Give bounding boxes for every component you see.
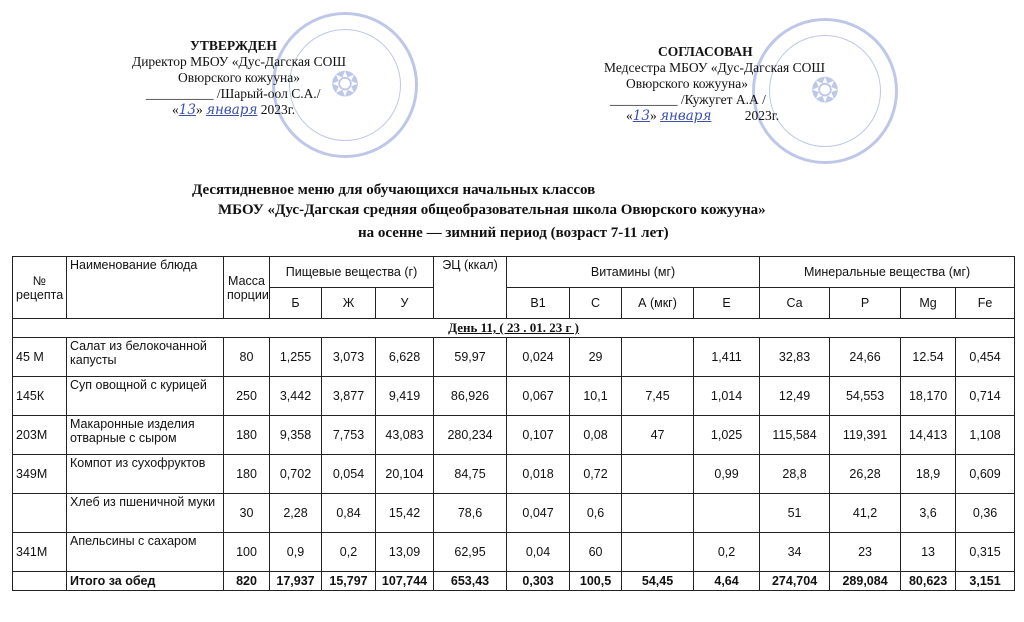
col-b-header: Б — [270, 288, 322, 319]
ec-cell: 84,75 — [434, 455, 507, 494]
recipe-cell: 45 М — [13, 338, 67, 377]
mg-cell: 14,413 — [901, 416, 956, 455]
fe-cell: 3,151 — [956, 572, 1015, 591]
a-cell — [622, 494, 694, 533]
u-cell: 13,09 — [376, 533, 434, 572]
dish-name-cell: Хлеб из пшеничной муки — [67, 494, 224, 533]
date-day: 13 — [632, 108, 650, 124]
approval-left-signature: __________ /Шарый-оол С.А./ — [146, 86, 321, 101]
ec-cell: 59,97 — [434, 338, 507, 377]
recipe-cell — [13, 494, 67, 533]
ca-cell: 51 — [760, 494, 830, 533]
table-row — [13, 416, 1015, 455]
header-row — [13, 257, 1015, 288]
zh-cell: 3,073 — [322, 338, 376, 377]
ec-cell: 280,234 — [434, 416, 507, 455]
menu-table — [12, 256, 1015, 591]
table-row — [13, 494, 1015, 533]
a-cell: 47 — [622, 416, 694, 455]
col-zh-header: Ж — [322, 288, 376, 319]
u-cell: 15,42 — [376, 494, 434, 533]
dish-name-cell: Суп овощной с курицей — [67, 377, 224, 416]
fe-cell: 0,36 — [956, 494, 1015, 533]
b-cell: 3,442 — [270, 377, 322, 416]
mg-cell: 80,623 — [901, 572, 956, 591]
fe-cell: 0,609 — [956, 455, 1015, 494]
col-vitamins-header: Витамины (мг) — [507, 257, 760, 288]
date-month: января — [206, 102, 258, 118]
col-b1-header: В1 — [507, 288, 570, 319]
col-e-header: Е — [694, 288, 760, 319]
document-title-line2: МБОУ «Дус-Дагская средняя общеобразовательная школа Овюрского кожууна» — [218, 202, 766, 218]
a-cell: 54,45 — [622, 572, 694, 591]
e-cell: 4,64 — [694, 572, 760, 591]
b1-cell: 0,024 — [507, 338, 570, 377]
zh-cell: 0,2 — [322, 533, 376, 572]
date-year: 2023г. — [744, 108, 780, 123]
col-ca-header: Са — [760, 288, 830, 319]
approval-right-line2: Овюрского кожууна» — [626, 76, 748, 91]
approval-left — [132, 38, 372, 118]
date-open-quote: « — [626, 108, 633, 123]
b1-cell: 0,303 — [507, 572, 570, 591]
a-cell — [622, 533, 694, 572]
approval-left-heading: УТВЕРЖДЕН — [190, 38, 277, 53]
ec-cell: 78,6 — [434, 494, 507, 533]
e-cell: 1,025 — [694, 416, 760, 455]
table-row — [13, 455, 1015, 494]
b1-cell: 0,047 — [507, 494, 570, 533]
date-day: 13 — [178, 102, 196, 118]
recipe-cell: 341М — [13, 533, 67, 572]
ca-cell: 12,49 — [760, 377, 830, 416]
c-cell: 0,72 — [570, 455, 622, 494]
c-cell: 100,5 — [570, 572, 622, 591]
b-cell: 9,358 — [270, 416, 322, 455]
e-cell: 1,014 — [694, 377, 760, 416]
b-cell: 2,28 — [270, 494, 322, 533]
ca-cell: 32,83 — [760, 338, 830, 377]
day-label: День 11, ( 23 . 01. 23 г ) — [13, 319, 1015, 338]
fe-cell: 0,315 — [956, 533, 1015, 572]
col-nutrients-header: Пищевые вещества (г) — [270, 257, 434, 288]
approval-left-line1: Директор МБОУ «Дус-Дагская СОШ — [132, 54, 346, 69]
mass-cell: 820 — [224, 572, 270, 591]
zh-cell: 3,877 — [322, 377, 376, 416]
b-cell: 1,255 — [270, 338, 322, 377]
approval-right — [604, 44, 874, 124]
zh-cell: 7,753 — [322, 416, 376, 455]
mass-cell: 250 — [224, 377, 270, 416]
ca-cell: 28,8 — [760, 455, 830, 494]
approval-right-signature: __________ /Кужугет А.А / — [610, 92, 766, 107]
mass-cell: 30 — [224, 494, 270, 533]
ec-cell: 62,95 — [434, 533, 507, 572]
p-cell: 23 — [830, 533, 901, 572]
col-u-header: У — [376, 288, 434, 319]
mg-cell: 12.54 — [901, 338, 956, 377]
approval-right-date — [604, 108, 874, 124]
e-cell: 1,411 — [694, 338, 760, 377]
date-year: 2023г. — [260, 102, 296, 117]
zh-cell: 0,054 — [322, 455, 376, 494]
mass-cell: 100 — [224, 533, 270, 572]
ec-cell: 653,43 — [434, 572, 507, 591]
e-cell — [694, 494, 760, 533]
ca-cell: 34 — [760, 533, 830, 572]
p-cell: 54,553 — [830, 377, 901, 416]
p-cell: 26,28 — [830, 455, 901, 494]
col-c-header: С — [570, 288, 622, 319]
col-recipe-header: № рецепта — [13, 257, 67, 319]
date-close-quote: » — [195, 102, 203, 117]
b1-cell: 0,067 — [507, 377, 570, 416]
ec-cell: 86,926 — [434, 377, 507, 416]
u-cell: 43,083 — [376, 416, 434, 455]
c-cell: 10,1 — [570, 377, 622, 416]
eagle-emblem-icon: ❂ — [330, 67, 360, 104]
p-cell: 24,66 — [830, 338, 901, 377]
approval-right-heading: СОГЛАСОВАН — [658, 44, 753, 59]
dish-name-cell: Апельсины с сахаром — [67, 533, 224, 572]
mass-cell: 180 — [224, 416, 270, 455]
u-cell: 20,104 — [376, 455, 434, 494]
recipe-cell: 349М — [13, 455, 67, 494]
e-cell: 0,2 — [694, 533, 760, 572]
table-row — [13, 338, 1015, 377]
total-row — [13, 572, 1015, 591]
approval-left-line2: Овюрского кожууна» — [178, 70, 300, 85]
mg-cell: 3,6 — [901, 494, 956, 533]
c-cell: 0,6 — [570, 494, 622, 533]
fe-cell: 0,714 — [956, 377, 1015, 416]
col-a-header: А (мкг) — [622, 288, 694, 319]
document-title-line3: на осенне — зимний период (возраст 7-11 лет) — [358, 225, 669, 241]
b-cell: 0,9 — [270, 533, 322, 572]
dish-name-cell: Итого за обед — [67, 572, 224, 591]
col-p-header: Р — [830, 288, 901, 319]
c-cell: 29 — [570, 338, 622, 377]
approval-left-date — [132, 102, 372, 118]
col-mass-header: Масса порции — [224, 257, 270, 319]
c-cell: 0,08 — [570, 416, 622, 455]
p-cell: 289,084 — [830, 572, 901, 591]
date-close-quote: » — [649, 108, 657, 123]
u-cell: 6,628 — [376, 338, 434, 377]
mg-cell: 18,9 — [901, 455, 956, 494]
u-cell: 107,744 — [376, 572, 434, 591]
ca-cell: 115,584 — [760, 416, 830, 455]
col-name-header: Наименование блюда — [67, 257, 224, 319]
col-minerals-header: Минеральные вещества (мг) — [760, 257, 1015, 288]
table-row — [13, 533, 1015, 572]
e-cell: 0,99 — [694, 455, 760, 494]
col-fe-header: Fe — [956, 288, 1015, 319]
dish-name-cell: Салат из белокочанной капусты — [67, 338, 224, 377]
col-mg-header: Mg — [901, 288, 956, 319]
b-cell: 0,702 — [270, 455, 322, 494]
u-cell: 9,419 — [376, 377, 434, 416]
a-cell: 7,45 — [622, 377, 694, 416]
b1-cell: 0,04 — [507, 533, 570, 572]
approval-right-line1: Медсестра МБОУ «Дус-Дагская СОШ — [604, 60, 825, 75]
document-title-line1: Десятидневное меню для обучающихся начальных классов — [192, 182, 596, 198]
c-cell: 60 — [570, 533, 622, 572]
ca-cell: 274,704 — [760, 572, 830, 591]
col-energy-header: ЭЦ (ккал) — [434, 257, 507, 319]
dish-name-cell: Макаронные изделия отварные с сыром — [67, 416, 224, 455]
a-cell — [622, 455, 694, 494]
recipe-cell: 145К — [13, 377, 67, 416]
date-month: января — [660, 108, 712, 124]
p-cell: 41,2 — [830, 494, 901, 533]
fe-cell: 0,454 — [956, 338, 1015, 377]
date-open-quote: « — [172, 102, 179, 117]
day-row — [13, 319, 1015, 338]
mass-cell: 180 — [224, 455, 270, 494]
fe-cell: 1,108 — [956, 416, 1015, 455]
a-cell — [622, 338, 694, 377]
b1-cell: 0,018 — [507, 455, 570, 494]
p-cell: 119,391 — [830, 416, 901, 455]
dish-name-cell: Компот из сухофруктов — [67, 455, 224, 494]
recipe-cell: 203М — [13, 416, 67, 455]
table-row — [13, 377, 1015, 416]
b1-cell: 0,107 — [507, 416, 570, 455]
zh-cell: 0,84 — [322, 494, 376, 533]
eagle-emblem-icon: ❂ — [810, 73, 840, 110]
recipe-cell — [13, 572, 67, 591]
mass-cell: 80 — [224, 338, 270, 377]
mg-cell: 13 — [901, 533, 956, 572]
b-cell: 17,937 — [270, 572, 322, 591]
zh-cell: 15,797 — [322, 572, 376, 591]
mg-cell: 18,170 — [901, 377, 956, 416]
